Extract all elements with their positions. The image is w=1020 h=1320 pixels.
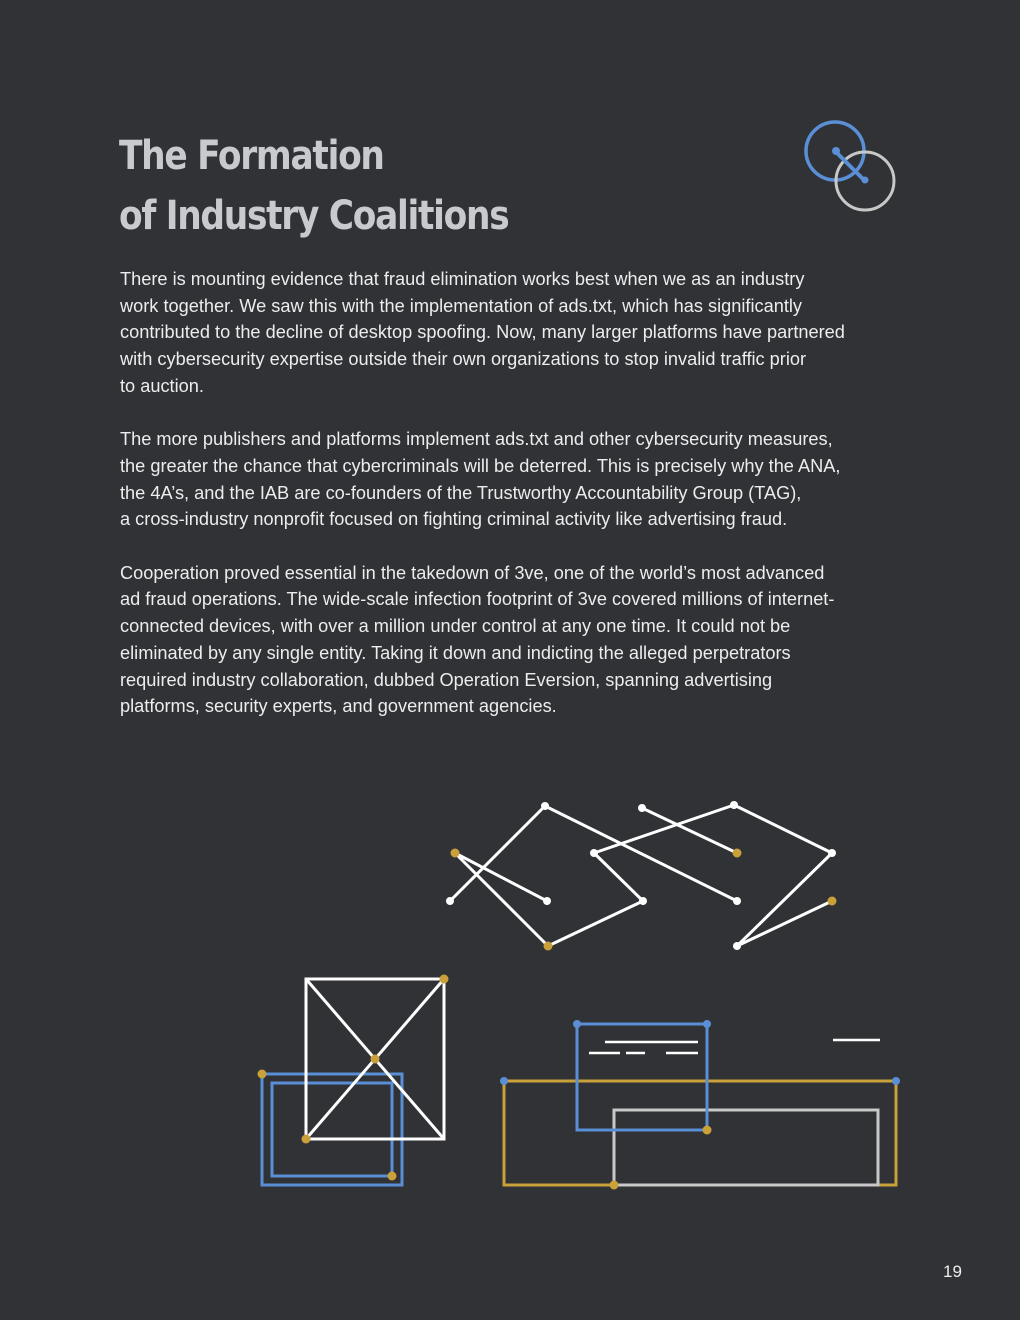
paragraph-line: contributed to the decline of desktop spoofing. Now, many larger platforms have partnered [120, 322, 845, 343]
paragraph-line: required industry collaboration, dubbed Operation Eversion, spanning advertising [120, 669, 773, 690]
paragraph-line: connected devices, with over a million under control at any one time. It could not be [120, 616, 791, 637]
paragraph-line: eliminated by any single entity. Taking it down and indicting the alleged perpetrators [120, 642, 791, 663]
paragraph-line: platforms, security experts, and government agencies. [120, 696, 557, 717]
title-line-2: of Industry Coalitions [119, 193, 509, 239]
paragraph-line: The more publishers and platforms implement ads.txt and other cybersecurity measures, [120, 429, 833, 450]
network-graphic [450, 805, 832, 946]
title-line-1: The Formation [119, 133, 384, 179]
paragraph-line: the 4A’s, and the IAB are co-founders of the Trustworthy Accountability Group (TAG), [120, 482, 802, 503]
paragraph-line: to auction. [120, 375, 204, 396]
paragraph-line: Cooperation proved essential in the takedown of 3ve, one of the world’s most advanced [120, 562, 825, 583]
paragraph-line: the greater the chance that cybercriminals will be deterred. This is precisely why the ANA, [120, 455, 841, 476]
frame-graphic-left [258, 975, 449, 1186]
paragraph-line: work together. We saw this with the implementation of ads.txt, which has significantly [120, 295, 803, 316]
paragraph-line: ad fraud operations. The wide-scale infection footprint of 3ve covered millions of internet- [120, 589, 835, 610]
paragraph-line: There is mounting evidence that fraud elimination works best when we as an industry [120, 269, 805, 289]
paragraph-line: a cross-industry nonprofit focused on fighting criminal activity like advertising fraud. [120, 509, 788, 530]
paragraph-line: with cybersecurity expertise outside their own organizations to stop invalid traffic prior [120, 349, 807, 370]
page-number: 19 [943, 1262, 962, 1281]
frame-graphic-right [500, 1020, 900, 1190]
